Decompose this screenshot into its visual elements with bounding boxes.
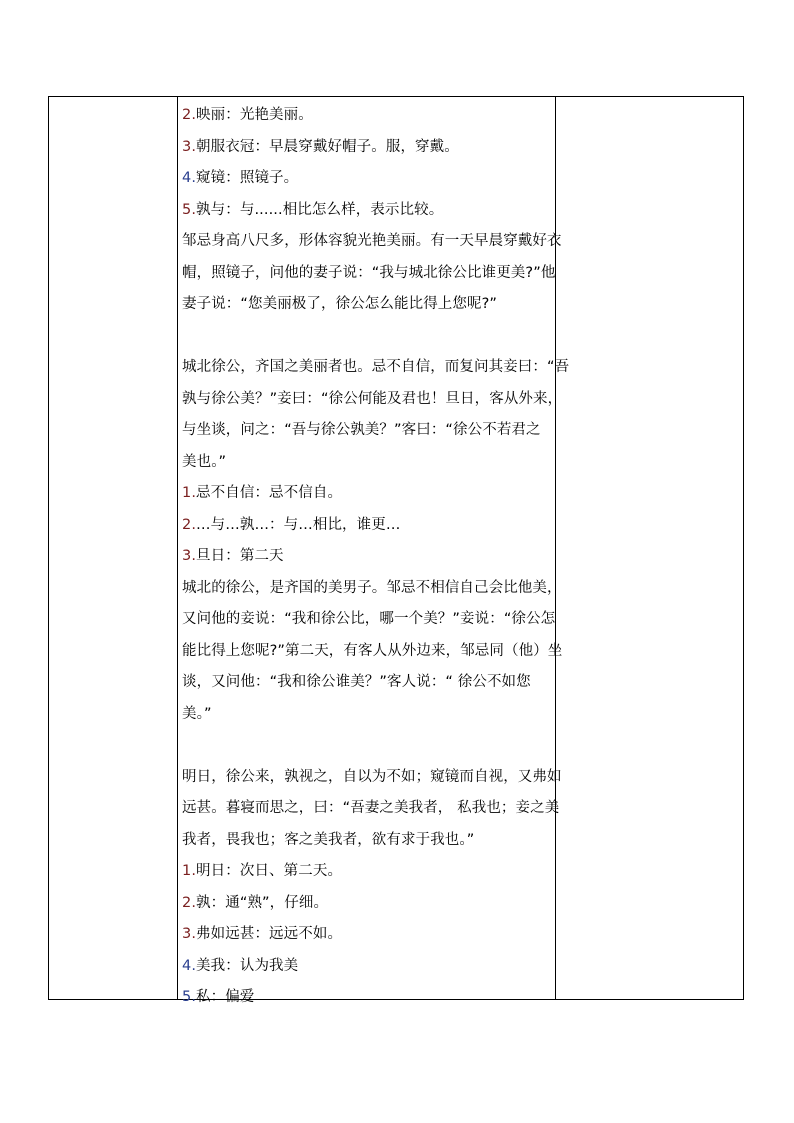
note-line: 5.孰与：与......相比怎么样，表示比较。 <box>182 201 444 218</box>
note-line: 1.忌不自信：忌不信自。 <box>182 485 343 501</box>
text-line: 又问他的妾说：“我和徐公比，哪一个美？”妾说：“徐公怎 <box>182 611 556 627</box>
note-line: 2.孰：通“熟”，仔细。 <box>182 894 329 911</box>
middle-column-text <box>182 100 570 1014</box>
text-line: 远甚。暮寝而思之，曰：“吾妻之美我者， 私我也；妾之美 <box>182 800 560 816</box>
text-line: 邹忌身高八尺多，形体容貌光艳美丽。有一天早晨穿戴好衣 <box>182 233 562 249</box>
text-line: 谈，又问他：“我和徐公谁美？”客人说：“ 徐公不如您 <box>182 674 531 690</box>
note-line: 2.…与…孰…：与…相比，谁更… <box>182 516 401 533</box>
blank-line <box>182 321 554 353</box>
note-line: 1.明日：次日、第二天。 <box>182 863 343 879</box>
text-line: 城北的徐公，是齐国的美男子。邹忌不相信自己会比他美， <box>182 579 562 596</box>
text-line: 妻子说：“您美丽极了，徐公怎么能比得上您呢?” <box>182 296 498 312</box>
text-line: 美也。” <box>182 453 227 470</box>
column-divider-left <box>177 97 178 999</box>
text-line: 能比得上您呢?”第二天，有客人从外边来，邹忌同（他）坐 <box>182 642 563 659</box>
text-line: 帽，照镜子，问他的妻子说：“我与城北徐公比谁更美?”他 <box>182 264 556 281</box>
note-line: 5.私：偏爱 <box>182 989 255 1005</box>
note-line: 4.窥镜：照镜子。 <box>182 170 299 186</box>
blank-line <box>182 730 554 762</box>
note-line: 3.弗如远甚：远远不如。 <box>182 926 343 942</box>
text-line: 明日，徐公来，孰视之，自以为不如；窥镜而自视，又弗如 <box>182 768 562 785</box>
note-line: 3.旦日：第二天 <box>182 548 284 564</box>
text-line: 美。” <box>182 705 212 722</box>
note-line: 2.映丽：光艳美丽。 <box>182 107 313 123</box>
text-line: 与坐谈，问之：“吾与徐公孰美？”客曰：“徐公不若君之 <box>182 422 541 438</box>
text-line: 城北徐公，齐国之美丽者也。忌不自信，而复问其妾曰：“吾 <box>182 359 570 375</box>
note-line: 3.朝服衣冠：早晨穿戴好帽子。服，穿戴。 <box>182 138 459 155</box>
text-line: 孰与徐公美？”妾曰：“徐公何能及君也！旦日，客从外来， <box>182 390 563 407</box>
text-line: 我者，畏我也；客之美我者，欲有求于我也。” <box>182 831 475 848</box>
note-line: 4.美我：认为我美 <box>182 957 299 974</box>
